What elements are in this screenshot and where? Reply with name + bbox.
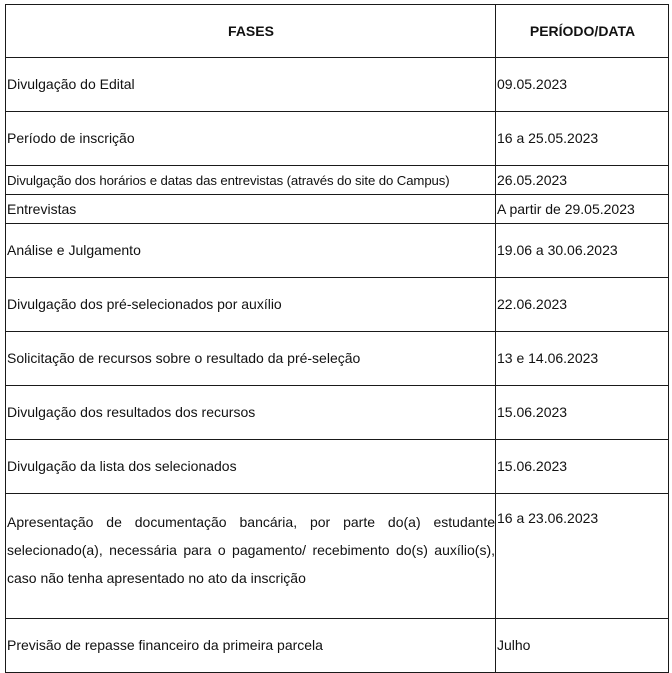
fase-cell: Apresentação de documentação bancária, por parte do(a) estudante selecionado(a), necessária para o pagamento/ recebimento do(s) auxílio(s), caso não tenha apresentado no ato da inscrição xyxy=(6,494,496,619)
data-cell: 09.05.2023 xyxy=(496,58,669,112)
table-row xyxy=(6,58,669,112)
table-row xyxy=(6,224,669,278)
data-cell: 16 a 25.05.2023 xyxy=(496,112,669,166)
table-header-row xyxy=(6,5,669,58)
header-periodo-data: PERÍODO/DATA xyxy=(496,5,669,58)
fase-cell: Entrevistas xyxy=(6,195,496,224)
data-cell: 19.06 a 30.06.2023 xyxy=(496,224,669,278)
data-cell: Julho xyxy=(496,619,669,673)
table-row xyxy=(6,166,669,195)
table-row xyxy=(6,440,669,494)
data-cell: 13 e 14.06.2023 xyxy=(496,332,669,386)
table-row xyxy=(6,278,669,332)
fase-cell: Período de inscrição xyxy=(6,112,496,166)
fase-cell: Divulgação da lista dos selecionados xyxy=(6,440,496,494)
table-row xyxy=(6,112,669,166)
table-row xyxy=(6,195,669,224)
fase-cell: Divulgação dos horários e datas das entrevistas (através do site do Campus) xyxy=(6,166,496,195)
data-cell: 26.05.2023 xyxy=(496,166,669,195)
table-row xyxy=(6,619,669,673)
table-row xyxy=(6,386,669,440)
fase-cell: Solicitação de recursos sobre o resultado da pré-seleção xyxy=(6,332,496,386)
data-cell: 15.06.2023 xyxy=(496,386,669,440)
header-fases: FASES xyxy=(6,5,496,58)
data-cell: 22.06.2023 xyxy=(496,278,669,332)
table-row xyxy=(6,494,669,619)
data-cell: 16 a 23.06.2023 xyxy=(496,494,669,619)
fase-cell: Divulgação dos pré-selecionados por auxílio xyxy=(6,278,496,332)
fase-cell: Divulgação dos resultados dos recursos xyxy=(6,386,496,440)
fase-cell: Previsão de repasse financeiro da primeira parcela xyxy=(6,619,496,673)
schedule-document xyxy=(5,4,669,673)
schedule-table xyxy=(5,4,669,673)
fase-cell: Divulgação do Edital xyxy=(6,58,496,112)
fase-cell: Análise e Julgamento xyxy=(6,224,496,278)
table-row xyxy=(6,332,669,386)
data-cell: 15.06.2023 xyxy=(496,440,669,494)
data-cell: A partir de 29.05.2023 xyxy=(496,195,669,224)
